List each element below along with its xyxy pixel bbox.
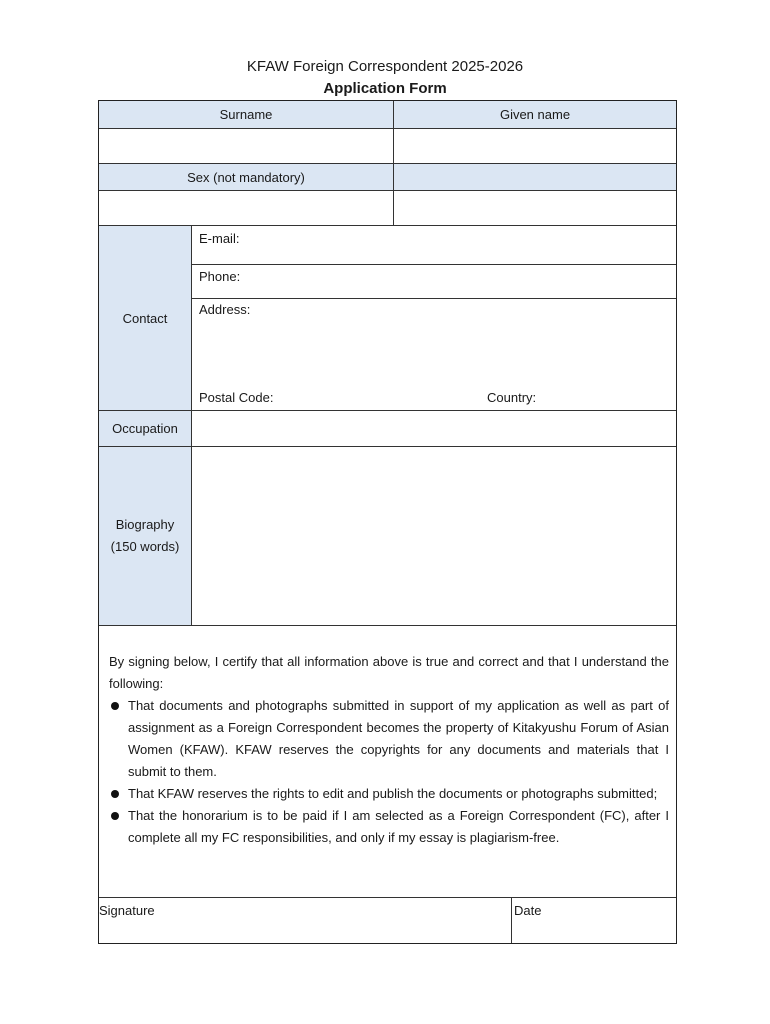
country-label: Country: bbox=[487, 390, 537, 405]
biography-label: Biography bbox=[115, 517, 175, 532]
sex-header bbox=[99, 164, 393, 190]
certification-list bbox=[109, 695, 669, 849]
occupation-header bbox=[99, 411, 191, 446]
grid-line bbox=[99, 446, 676, 447]
signature-field[interactable] bbox=[99, 898, 511, 943]
bullet-icon bbox=[111, 702, 119, 710]
surname-label: Surname bbox=[219, 107, 273, 122]
sex-header-blank bbox=[394, 164, 676, 190]
address-label: Address: bbox=[199, 302, 251, 317]
grid-line bbox=[191, 225, 192, 625]
grid-line bbox=[99, 897, 676, 898]
bullet-icon bbox=[111, 790, 119, 798]
application-form bbox=[98, 100, 677, 944]
biography-field[interactable] bbox=[192, 447, 676, 625]
contact-header bbox=[99, 226, 191, 410]
certification-intro: By signing below, I certify that all information above is true and correct and that I understand the following: bbox=[109, 654, 669, 691]
signature-label: Signature bbox=[99, 903, 155, 918]
phone-field[interactable] bbox=[192, 265, 676, 298]
grid-line bbox=[99, 225, 676, 226]
grid-line bbox=[99, 163, 676, 164]
occupation-label: Occupation bbox=[112, 421, 178, 436]
certification-block bbox=[109, 651, 669, 849]
address-field[interactable] bbox=[192, 299, 676, 383]
grid-line bbox=[191, 264, 676, 265]
date-field[interactable] bbox=[512, 898, 676, 943]
grid-line bbox=[99, 410, 676, 411]
certification-item-text: That documents and photographs submitted in support of my application as well as part of assignment as a Foreign Correspondent becomes the property of Kitakyushu Forum of Asian Women (KFAW). KFAW reserves the copyrights for any documents and materials that I submit to them. bbox=[128, 698, 669, 779]
certification-item bbox=[109, 805, 669, 849]
grid-line bbox=[99, 128, 676, 129]
surname-field[interactable] bbox=[99, 129, 393, 163]
sex-field-right[interactable] bbox=[394, 191, 676, 225]
email-field[interactable] bbox=[192, 227, 676, 264]
email-label: E-mail: bbox=[199, 231, 240, 246]
certification-item bbox=[109, 695, 669, 783]
surname-header bbox=[99, 101, 393, 128]
given-name-label: Given name bbox=[499, 107, 571, 122]
grid-line bbox=[99, 625, 676, 626]
phone-label: Phone: bbox=[199, 269, 241, 284]
document-subtitle: Application Form bbox=[323, 80, 447, 97]
contact-label: Contact bbox=[122, 310, 168, 326]
sex-field[interactable] bbox=[99, 191, 393, 225]
biography-word-limit: (150 words) bbox=[110, 539, 180, 554]
given-name-field[interactable] bbox=[394, 129, 676, 163]
sex-label: Sex (not mandatory) bbox=[187, 169, 305, 185]
date-label: Date bbox=[514, 903, 542, 918]
grid-line bbox=[393, 101, 394, 225]
occupation-field[interactable] bbox=[192, 411, 676, 446]
grid-line bbox=[191, 298, 676, 299]
certification-item-text: That the honorarium is to be paid if I am selected as a Foreign Correspondent (FC), after I complete all my FC responsibilities, and only if my essay is plagiarism-free. bbox=[128, 808, 669, 845]
grid-line bbox=[511, 897, 512, 943]
given-name-header bbox=[394, 101, 676, 128]
postal-code-label: Postal Code: bbox=[199, 390, 274, 405]
certification-item-text: That KFAW reserves the rights to edit and publish the documents or photographs submitted; bbox=[128, 786, 658, 801]
certification-item bbox=[109, 783, 669, 805]
bullet-icon bbox=[111, 812, 119, 820]
biography-header bbox=[99, 447, 191, 625]
document-title: KFAW Foreign Correspondent 2025-2026 bbox=[246, 58, 524, 75]
grid-line bbox=[99, 190, 676, 191]
